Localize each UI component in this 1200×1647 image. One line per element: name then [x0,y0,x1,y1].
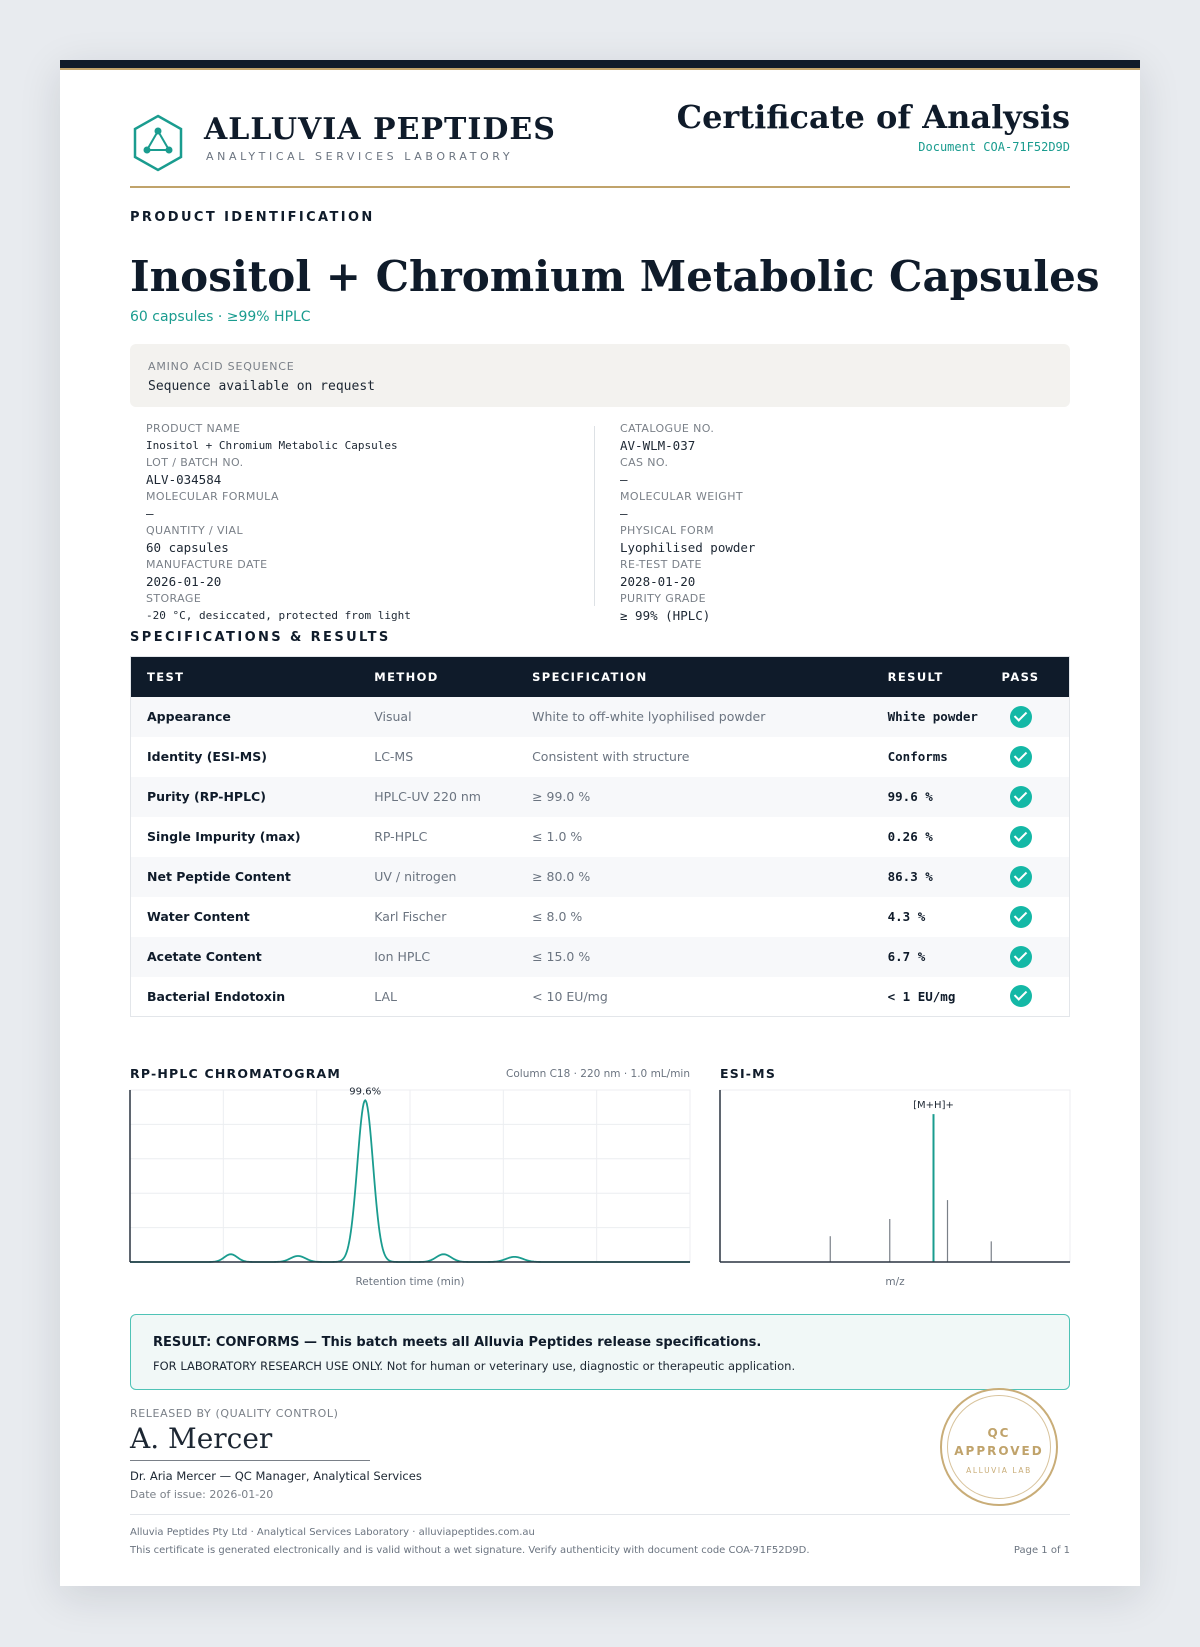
cell-pass [986,777,1070,817]
cell-method: Visual [358,697,516,737]
sequence-value: Sequence available on request [148,379,375,394]
qc-approved-stamp [940,1388,1058,1506]
info-label: MANUFACTURE DATE [146,558,268,571]
hplc-x-axis-label: Retention time (min) [355,1276,465,1288]
info-value: Lyophilised powder [620,540,756,555]
cell-result: 0.26 % [872,817,986,857]
cell-result: 4.3 % [872,897,986,937]
stamp-approved-text: APPROVED [954,1444,1044,1458]
specs-section-label: SPECIFICATIONS & RESULTS [130,630,391,645]
table-row [131,777,1070,817]
check-circle-icon [1010,946,1032,968]
table-row [131,897,1070,937]
cell-test: Net Peptide Content [131,857,359,897]
esims-peak-label: [M+H]+ [913,1100,954,1112]
cell-result: 6.7 % [872,937,986,977]
cell-test: Appearance [131,697,359,737]
info-value: ALV-034584 [146,472,222,487]
column-header-test: TEST [131,657,359,697]
info-label: STORAGE [146,592,202,605]
top-bar-accent [60,68,1140,70]
cell-test: Bacterial Endotoxin [131,977,359,1017]
signer-name: Dr. Aria Mercer — QC Manager, Analytical Services [130,1469,422,1483]
footer-divider [130,1514,1070,1515]
cell-specification: ≥ 99.0 % [516,777,872,817]
table-row [131,937,1070,977]
cell-pass [986,737,1070,777]
cell-test: Single Impurity (max) [131,817,359,857]
cell-specification: White to off-white lyophilised powder [516,697,872,737]
hplc-peak-label: 99.6% [349,1086,382,1098]
footer-company: Alluvia Peptides Pty Ltd · Analytical Services Laboratory · alluviapeptides.com.au [130,1527,535,1538]
document-title: Certificate of Analysis [676,98,1070,136]
cell-specification: < 10 EU/mg [516,977,872,1017]
info-quantity [146,524,243,556]
top-bar [60,60,1140,68]
info-value: -20 °C, desiccated, protected from light [146,609,411,622]
stamp-lab-text: ALLUVIA LAB [966,1466,1032,1475]
table-row [131,737,1070,777]
cell-method: Karl Fischer [358,897,516,937]
cell-method: UV / nitrogen [358,857,516,897]
cell-test: Acetate Content [131,937,359,977]
cell-specification: Consistent with structure [516,737,872,777]
column-header-pass: PASS [986,657,1070,697]
info-value: Inositol + Chromium Metabolic Capsules [146,439,398,452]
table-row [131,697,1070,737]
info-value: ≥ 99% (HPLC) [620,608,711,623]
footer-disclaimer: This certificate is generated electronically and is valid without a wet signature. Verify authenticity with document code COA-71F52D9D. [130,1545,810,1556]
cell-specification: ≤ 8.0 % [516,897,872,937]
cell-pass [986,817,1070,857]
check-circle-icon [1010,706,1032,728]
cell-specification: ≤ 15.0 % [516,937,872,977]
check-circle-icon [1010,866,1032,888]
hplc-chart-title: RP-HPLC CHROMATOGRAM [130,1066,342,1081]
cell-test: Purity (RP-HPLC) [131,777,359,817]
specs-table [130,656,1070,1017]
sequence-label: AMINO ACID SEQUENCE [148,360,295,373]
column-header-result: RESULT [872,657,986,697]
info-cas-number [620,456,668,488]
esims-x-axis-label: m/z [885,1276,905,1288]
info-label: PRODUCT NAME [146,422,241,435]
info-label: QUANTITY / VIAL [146,524,243,537]
signature-line [130,1460,370,1461]
signature: A. Mercer [130,1422,273,1455]
table-row [131,817,1070,857]
cell-result: < 1 EU/mg [872,977,986,1017]
cell-pass [986,937,1070,977]
cell-pass [986,977,1070,1017]
cell-pass [986,697,1070,737]
brand-name: ALLUVIA PEPTIDES [204,112,556,147]
info-label: PURITY GRADE [620,592,706,605]
info-purity-grade [620,592,710,624]
cell-specification: ≥ 80.0 % [516,857,872,897]
result-statement: RESULT: CONFORMS — This batch meets all Alluvia Peptides release specifications. [153,1335,762,1350]
info-label: LOT / BATCH NO. [146,456,244,469]
stamp-qc-text: QC [987,1426,1011,1440]
header-divider [130,186,1070,188]
product-title: Inositol + Chromium Metabolic Capsules [130,252,1100,301]
column-header-specification: SPECIFICATION [516,657,872,697]
check-circle-icon [1010,786,1032,808]
hplc-chart-note: Column C18 · 220 nm · 1.0 mL/min [506,1068,690,1080]
cell-result: White powder [872,697,986,737]
cell-method: LC-MS [358,737,516,777]
cell-pass [986,857,1070,897]
table-header-row [131,657,1070,697]
info-label: RE-TEST DATE [620,558,702,571]
esims-spectrum [720,1090,1070,1262]
esims-plot-area [720,1090,1070,1262]
info-label: CATALOGUE NO. [620,422,715,435]
product-subtitle: 60 capsules · ≥99% HPLC [130,309,311,325]
column-header-method: METHOD [358,657,516,697]
research-use-notice: FOR LABORATORY RESEARCH USE ONLY. Not for human or veterinary use, diagnostic or therapeutic application. [153,1359,796,1373]
info-value: 60 capsules [146,540,229,555]
cell-specification: ≤ 1.0 % [516,817,872,857]
info-storage [146,592,411,624]
table-row [131,977,1070,1017]
sequence-box [130,344,1070,407]
cell-method: Ion HPLC [358,937,516,977]
hplc-chromatogram [130,1086,690,1262]
page-number: Page 1 of 1 [1013,1545,1070,1556]
info-catalogue-number [620,422,714,454]
cell-test: Identity (ESI-MS) [131,737,359,777]
info-value: 2028-01-20 [620,574,696,589]
result-box [130,1314,1070,1390]
product-section-label: PRODUCT IDENTIFICATION [130,210,375,225]
cell-test: Water Content [131,897,359,937]
info-product-name [146,422,398,454]
info-value: — [620,472,628,487]
cell-result: Conforms [872,737,986,777]
info-retest-date [620,558,702,590]
check-circle-icon [1010,906,1032,928]
released-by-label: RELEASED BY (QUALITY CONTROL) [130,1407,339,1420]
cell-result: 86.3 % [872,857,986,897]
check-circle-icon [1010,985,1032,1007]
info-molecular-weight [620,490,743,522]
cell-pass [986,897,1070,937]
info-label: PHYSICAL FORM [620,524,715,537]
hexagon-molecule-icon [132,114,184,172]
issue-date: Date of issue: 2026-01-20 [130,1488,274,1501]
check-circle-icon [1010,746,1032,768]
certificate-page [60,60,1140,1586]
info-label: CAS NO. [620,456,669,469]
brand-subtitle: ANALYTICAL SERVICES LABORATORY [206,150,514,163]
document-code: Document COA-71F52D9D [918,140,1070,154]
info-value: — [146,506,154,521]
info-value: — [620,506,628,521]
info-label: MOLECULAR FORMULA [146,490,279,503]
cell-method: RP-HPLC [358,817,516,857]
info-physical-form [620,524,755,556]
table-row [131,857,1070,897]
info-manufacture-date [146,558,268,590]
cell-result: 99.6 % [872,777,986,817]
check-circle-icon [1010,826,1032,848]
info-label: MOLECULAR WEIGHT [620,490,743,503]
info-column-divider [594,426,595,606]
cell-method: HPLC-UV 220 nm [358,777,516,817]
info-molecular-formula [146,490,279,522]
info-value: 2026-01-20 [146,574,222,589]
info-lot-number [146,456,244,488]
info-value: AV-WLM-037 [620,438,696,453]
cell-method: LAL [358,977,516,1017]
esims-chart-title: ESI-MS [720,1066,777,1081]
